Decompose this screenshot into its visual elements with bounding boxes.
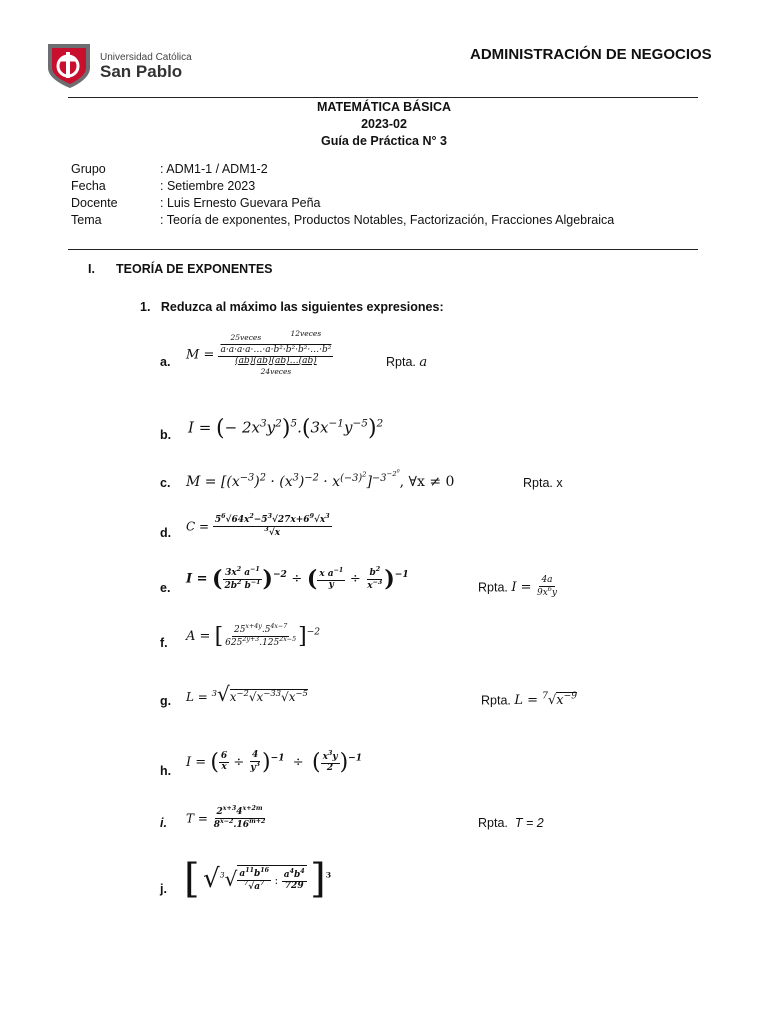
answer-e: Rpta. I = $\frac{4a}{9x^6y}$ [478, 575, 557, 598]
item-label-a: a. [160, 355, 171, 369]
university-name-line1: Universidad Católica [100, 52, 192, 63]
top-divider [68, 97, 698, 98]
info-row-grupo: Grupo : ADM1-1 / ADM1-2 [71, 162, 268, 176]
university-logo [44, 40, 194, 90]
expression-d: C = $\frac{5^6√64x^2-5^3√27x+6^9√x^3}{^3√x}$ [186, 513, 330, 538]
item-label-h: h. [160, 764, 172, 778]
info-row-fecha: Fecha : Setiembre 2023 [71, 179, 256, 193]
course-title: MATEMÁTICA BÁSICA [316, 100, 451, 114]
item-label-b: b. [160, 428, 172, 442]
expression-g: $L = ^3√x^{-2}√x^{-33}√x^{-5}$ [186, 682, 308, 706]
expression-e: I = ( $\frac{3x^2 a^{-1}}{2b^2 b^{-1}}$ )$^{-2}$ ÷ ( $\frac{x a^{-1}}{y}$ ÷ $\frac{b^2}{x^{-3}}$ )$^{-1}$ [186, 565, 409, 592]
expression-b: I = (− $2x^3y^2)^5.(3x^{-1}y^{-5})^2$ [188, 416, 384, 441]
item-label-d: d. [160, 526, 172, 540]
item-label-j: j. [160, 882, 167, 896]
item-label-e: e. [160, 581, 171, 595]
answer-i: Rpta. T = 2 [478, 816, 544, 830]
expression-c: $M = [(x^{-3})^2 \cdot (x^3)^{-2} \cdot x^{(-3)^2}]^{-3^{-2^0}}$, ∀x ≠ 0 [186, 470, 455, 491]
expression-h: I = ( $\frac{6}{x}$ ÷ $\frac{4}{y^3}$ )$^{-1}$ ÷ ( $\frac{x^3y}{2}$ )$^{-1}$ [186, 750, 363, 775]
info-divider [68, 249, 698, 250]
section-number: I. [88, 262, 95, 276]
answer-g: Rpta. $L = ^7√x^{-9}$ [481, 692, 578, 709]
expression-f: A = [ $\frac{25^{x+4y}.5^{4x-7}}{625^{2y+3}.125^{2x-5}}$ ]$^{-2}$ [186, 623, 321, 649]
question-heading: 1. Reduzca al máximo las siguientes expresiones: [140, 300, 444, 314]
section-title: TEORÍA DE EXPONENTES [116, 262, 273, 276]
term-title: 2023-02 [361, 117, 407, 131]
info-row-tema: Tema : Teoría de exponentes, Productos Notables, Factorización, Fracciones Algebraica [71, 213, 615, 227]
expression-j: [ √$^3$√ $\frac{a^{11}b^{16}}{^7√a^7}$ : $\frac{a^4b^4}{729}$ ]$^3$ [184, 856, 332, 902]
item-label-g: g. [160, 694, 172, 708]
expression-i: T = $\frac{2^{x+3}4^{x+2m}}{8^{x-2}.16^{m+2}}$ [186, 805, 266, 830]
university-name-line2: San Pablo [100, 62, 183, 81]
answer-c: Rpta. x [523, 476, 563, 490]
answer-a: Rpta. a [386, 355, 428, 370]
expression-a: M = 25veces 12veces a·a·a·a·…·a·b²·b²·b²·…·b² (ab)(ab)(ab)…(ab) 24veces [186, 329, 332, 376]
faculty-title: ADMINISTRACIÓN DE NEGOCIOS [470, 46, 712, 63]
info-row-docente: Docente : Luis Ernesto Guevara Peña [71, 196, 321, 210]
university-shield-icon [44, 40, 96, 90]
guide-title: Guía de Práctica N° 3 [321, 134, 447, 148]
item-label-c: c. [160, 476, 171, 490]
item-label-f: f. [160, 636, 168, 650]
item-label-i: i. [160, 816, 167, 830]
